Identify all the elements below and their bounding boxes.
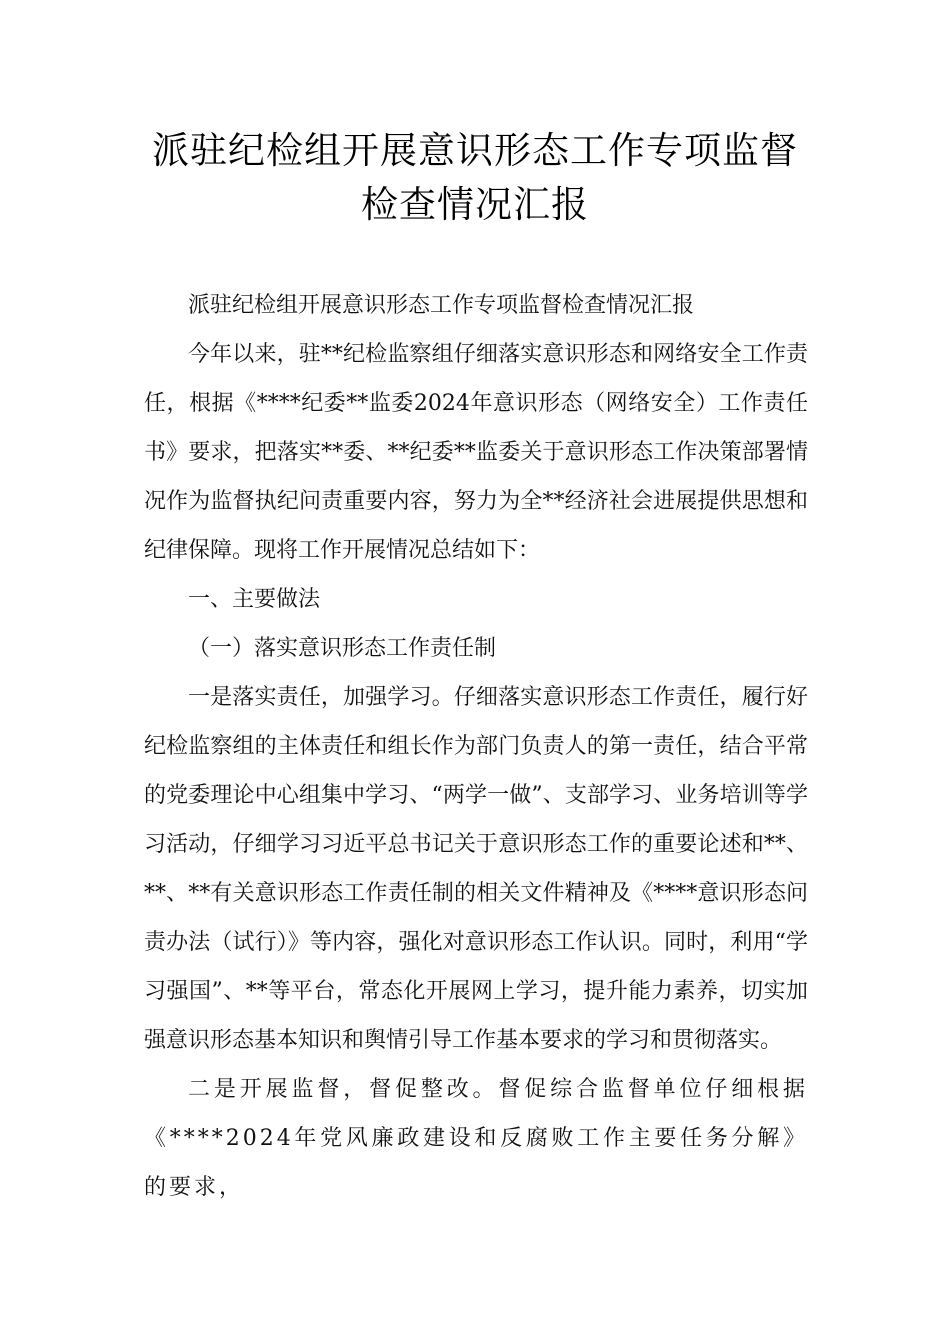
section-heading: 一、主要做法 xyxy=(188,587,321,612)
body-paragraph: 一是落实责任，加强学习。仔细落实意识形态工作责任，履行好纪检监察组的主体责任和组长作为部门负责人的第一责任，结合平常的党委理论中心组集中学习、“两学一做”、支部学习、业务培训等学习活动，仔细学习习近平总书记关于意识形态工作的重要论述和**、**、**有关意识形态工作责任制的相关文件精神及《****意识形态问责办法（试行）》等内容，强化对意识形态工作认识。同时，利用“学习强国”、**等平台，常态化开展网上学习，提升能力素养，切实加强意识形态基本知识和舆情引导工作基本要求的学习和贯彻落实。 xyxy=(144,685,808,1053)
document-body xyxy=(144,281,808,1212)
document-title xyxy=(120,124,830,232)
intro-paragraph: 今年以来，驻**纪检监察组仔细落实意识形态和网络安全工作责任，根据《****纪委**监委2024年意识形态（网络安全）工作责任书》要求，把落实**委、**纪委**监委关于意识形态工作决策部署情况作为监督执纪问责重要内容，努力为全**经济社会进展提供思想和纪律保障。现将工作开展情况总结如下： xyxy=(144,342,808,563)
body-paragraph: 二是开展监督，督促整改。督促综合监督单位仔细根据《****2024年党风廉政建设和反腐败工作主要任务分解》的要求， xyxy=(144,1077,808,1200)
subsection-heading: （一）落实意识形态工作责任制 xyxy=(188,636,497,661)
subtitle-paragraph: 派驻纪检组开展意识形态工作专项监督检查情况汇报 xyxy=(188,293,695,318)
title-line-1: 派驻纪检组开展意识形态工作专项监督 xyxy=(152,129,798,172)
title-line-2: 检查情况汇报 xyxy=(361,183,589,226)
